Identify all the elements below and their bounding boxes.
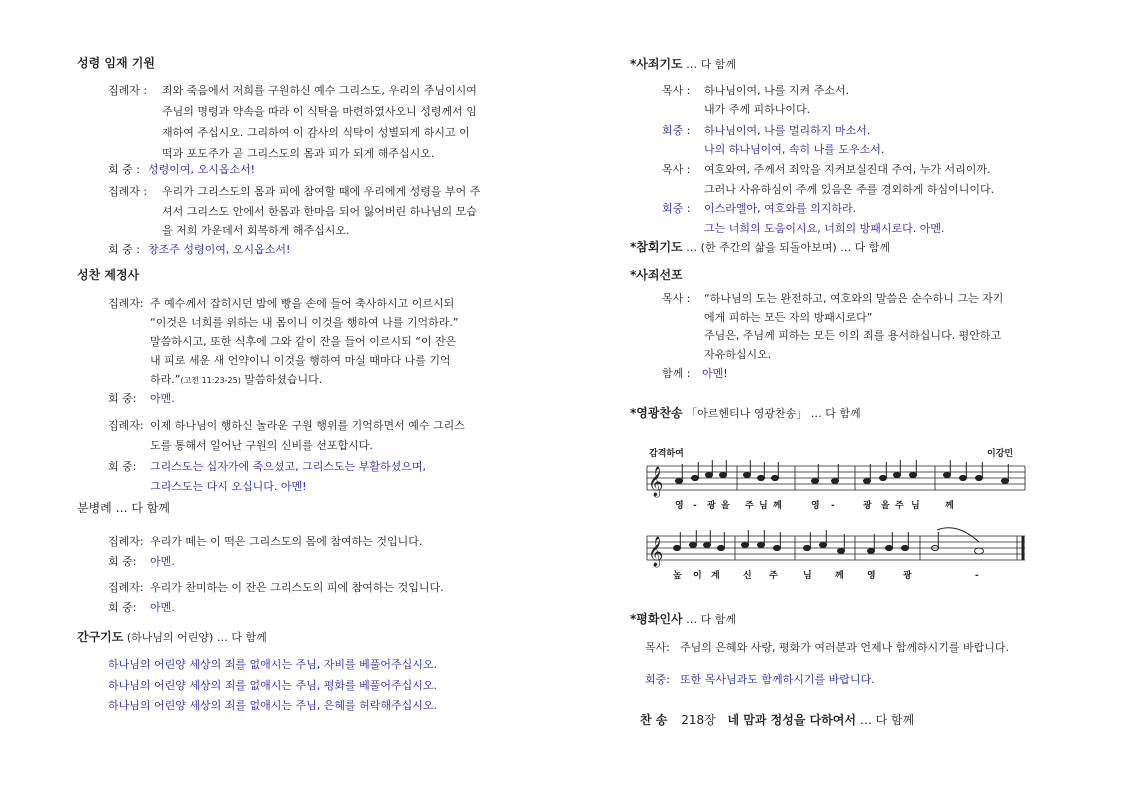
lyric-syllable: 신 (743, 571, 752, 581)
notes-staff-2 (674, 528, 984, 554)
section-title (77, 630, 267, 645)
text-line: 주 예수께서 잡히시던 밤에 빵을 손에 들어 축사하시고 이르시되 (150, 297, 455, 310)
staff-2 (647, 536, 1025, 560)
text-line: 우리가 그리스도의 몸과 피에 참여할 때에 우리에게 성령을 부어 주 (162, 185, 481, 198)
text-line: “하나님의 도는 완전하고, 여호와의 말씀은 순수하니 그는 자기 (704, 292, 1004, 305)
speaker-label: 회 중: (108, 555, 137, 568)
section-title-sub: … 다 함께 (682, 613, 737, 626)
text-line: 내가 주께 피하나이다. (704, 103, 811, 116)
section-title (630, 612, 736, 627)
text-line: 이제 하나님이 행하신 놀라운 구원 행위를 기억하면서 예수 그리스 (150, 419, 465, 432)
prayer-line: 하나님의 어린양 세상의 죄를 없애시는 주님, 자비를 베풀어주십시오. (108, 658, 437, 671)
speaker-label: 함께 : (662, 367, 691, 380)
lyric-syllable: 님 (911, 501, 920, 511)
hymn-line (640, 713, 914, 727)
section-title (630, 57, 736, 72)
text-line: 자유하십시오. (704, 348, 772, 361)
section-title-sub: … 다 함께 (682, 58, 737, 71)
text-line: 죄와 죽음에서 저희를 구원하신 예수 그리스도, 우리의 주님이시여 (162, 84, 477, 97)
music-score-image (645, 442, 1027, 590)
lyric-syllable: 주 (769, 571, 778, 581)
speaker-label: 회 중: (108, 392, 137, 405)
section-title-main: 간구기도 (77, 630, 124, 644)
lyrics-line-1 (675, 499, 954, 511)
lyric-syllable: 주 (745, 501, 754, 511)
text-line: 을 저희 가운데서 회복하게 해주십시오. (162, 224, 350, 237)
lyric-syllable: 께 (773, 501, 782, 511)
lyric-syllable: 을 (721, 501, 730, 511)
response-text: 나의 하나님이여, 속히 나를 도우소서. (704, 143, 885, 156)
section-title-main: *영광찬송 (630, 406, 683, 420)
lyric-syllable: - (693, 501, 697, 511)
response-text: 아멘. (150, 392, 175, 405)
speaker-label: 집례자: (108, 297, 144, 310)
text-fragment: 말씀하셨습니다. (240, 373, 323, 386)
section-title: 성찬 제정사 (77, 268, 140, 282)
speaker-label: 회중 : (662, 202, 691, 215)
speaker-label: 집례자: (108, 581, 144, 594)
response-text: 아멘. (150, 555, 175, 568)
section-title: 분병례 … 다 함께 (77, 501, 170, 515)
text-line: 에게 피하는 모든 자의 방패시로다” (704, 311, 873, 324)
text-fragment: 하라.” (150, 373, 181, 386)
response-text: 아멘. (150, 601, 175, 614)
text-line: “이것은 너희를 위하는 내 몸이니 이것을 행하여 나를 기억하라.” (150, 316, 459, 329)
lyric-syllable: 께 (835, 571, 844, 581)
speaker-label: 회 중 : (108, 243, 140, 256)
tempo-marking: 감격하여 (649, 449, 684, 459)
scripture-ref: (고전 11:23-25) (180, 376, 241, 385)
lyric-syllable: 님 (759, 501, 768, 511)
lyric-syllable: 광 (707, 501, 716, 511)
lyric-syllable: - (831, 501, 835, 511)
speaker-label: 회 중: (108, 601, 137, 614)
section-title (630, 240, 890, 255)
text-line: 여호와여, 주께서 죄악을 지켜보실진대 주여, 누가 서리이까. (704, 163, 991, 176)
hymn-title: 네 맘과 정성을 다하여서 (727, 713, 856, 727)
lyric-syllable: - (975, 571, 979, 581)
hymn-number: 218장 (681, 713, 716, 727)
section-title-sub: … (한 주간의 삶을 되돌아보며) … 다 함께 (682, 241, 890, 254)
speaker-label: 집례자: (108, 535, 144, 548)
speaker-label: 회중 : (662, 124, 691, 137)
lyric-syllable: 께 (945, 501, 954, 511)
text-line: 떡과 포도주가 곧 그리스도의 몸과 피가 되게 해주십시오. (162, 147, 435, 160)
speaker-label: 집례자 : (108, 84, 148, 97)
text-line (150, 373, 322, 388)
speaker-label: 회중: (645, 673, 670, 686)
response-text: 또한 목사님과도 함께하시기를 바랍니다. (680, 673, 875, 686)
lyric-syllable: 주 (895, 501, 904, 511)
section-title-main: *참회기도 (630, 240, 683, 254)
composer-name: 이강민 (987, 449, 1014, 459)
response-text: 성령이여, 오시옵소서! (148, 163, 256, 176)
text-line: 하나님이여, 나를 지켜 주소서. (704, 84, 849, 97)
response-text: 이스라엘아, 여호와를 의지하라. (704, 202, 857, 215)
text-line: 주님의 은혜와 사랑, 평화가 여러분과 언제나 함께하시기를 바랍니다. (680, 641, 1009, 654)
text-line: 그러나 사유하심이 주께 있음은 주를 경외하게 하심이니이다. (704, 183, 995, 196)
lyric-syllable: 높 (673, 571, 682, 581)
prayer-line: 하나님의 어린양 세상의 죄를 없애시는 주님, 평화를 베풀어주십시오. (108, 679, 437, 692)
lyric-syllable: 이 (693, 571, 702, 581)
response-text: 그리스도는 다시 오십니다. 아멘! (150, 480, 307, 493)
speaker-label: 목사 : (662, 163, 691, 176)
section-title: 성령 임재 기원 (77, 56, 155, 70)
treble-clef-icon: 𝄞 (648, 467, 664, 497)
speaker-label: 집례자 : (108, 185, 148, 198)
response-text: 하나님이여, 나를 멀리하지 마소서. (704, 124, 871, 137)
section-title: *사죄선포 (630, 268, 683, 282)
lyrics-line-2 (673, 569, 979, 581)
text-line: 도를 통해서 일어난 구원의 신비를 선포합시다. (150, 439, 373, 452)
text-line: 주님의 명령과 약속을 따라 이 식탁을 마련하였사오니 성령께서 임 (162, 105, 477, 118)
prayer-line: 하나님의 어린양 세상의 죄를 없애시는 주님, 은혜를 허락해주십시오. (108, 699, 437, 712)
lyric-syllable: 영 (867, 571, 876, 581)
lyric-syllable: 영 (675, 501, 684, 511)
lyric-syllable: 광 (903, 571, 912, 581)
lyric-syllable: 광 (863, 501, 872, 511)
treble-clef-icon: 𝄞 (648, 537, 664, 567)
response-text: 그리스도는 십자가에 죽으셨고, 그리스도는 부활하셨으며, (150, 460, 427, 473)
lyric-syllable: 영 (811, 501, 820, 511)
text-line: 재하여 주십시오. 그리하여 이 감사의 식탁이 성별되게 하시고 이 (162, 126, 470, 139)
response-text: 그는 너희의 도움이시요, 너희의 방패시로다. 아멘. (704, 222, 945, 235)
hymn-note: … 다 함께 (856, 713, 915, 727)
text-line: 셔서 그리스도 안에서 한몸과 한마음 되어 잃어버린 하나님의 모습 (162, 205, 477, 218)
response-text: 창조주 성령이여, 오시옵소서! (148, 243, 291, 256)
section-title-sub: 「아르헨티나 영광찬송」 … 다 함께 (682, 407, 861, 420)
music-score (645, 442, 1027, 590)
section-title (630, 406, 861, 421)
hymn-label: 찬 송 (640, 713, 668, 727)
speaker-label: 목사: (645, 641, 670, 654)
speaker-label: 회 중 : (108, 163, 140, 176)
text-line: 우리가 떼는 이 떡은 그리스도의 몸에 참여하는 것입니다. (150, 535, 423, 548)
text-line: 내 피로 세운 새 언약이니 이것을 행하여 마실 때마다 나를 기억 (150, 354, 451, 367)
speaker-label: 목사 : (662, 292, 691, 305)
lyric-syllable: 님 (803, 571, 812, 581)
speaker-label: 집례자: (108, 419, 144, 432)
text-line: 우리가 찬미하는 이 잔은 그리스도의 피에 참여하는 것입니다. (150, 581, 444, 594)
text-line: 주님은, 주님께 피하는 모든 이의 죄를 용서하십니다. 평안하고 (704, 329, 1002, 342)
response-text: 아멘! (702, 367, 728, 380)
section-title-main: *사죄기도 (630, 57, 683, 71)
section-title-sub: (하나님의 어린양) … 다 함께 (123, 631, 267, 644)
text-line: 말씀하시고, 또한 식후에 그와 같이 잔을 들어 이르시되 “이 잔은 (150, 335, 457, 348)
section-title-main: *평화인사 (630, 612, 683, 626)
speaker-label: 회 중: (108, 460, 137, 473)
lyric-syllable: 계 (711, 571, 720, 581)
lyric-syllable: 을 (881, 501, 890, 511)
speaker-label: 목사 : (662, 84, 691, 97)
